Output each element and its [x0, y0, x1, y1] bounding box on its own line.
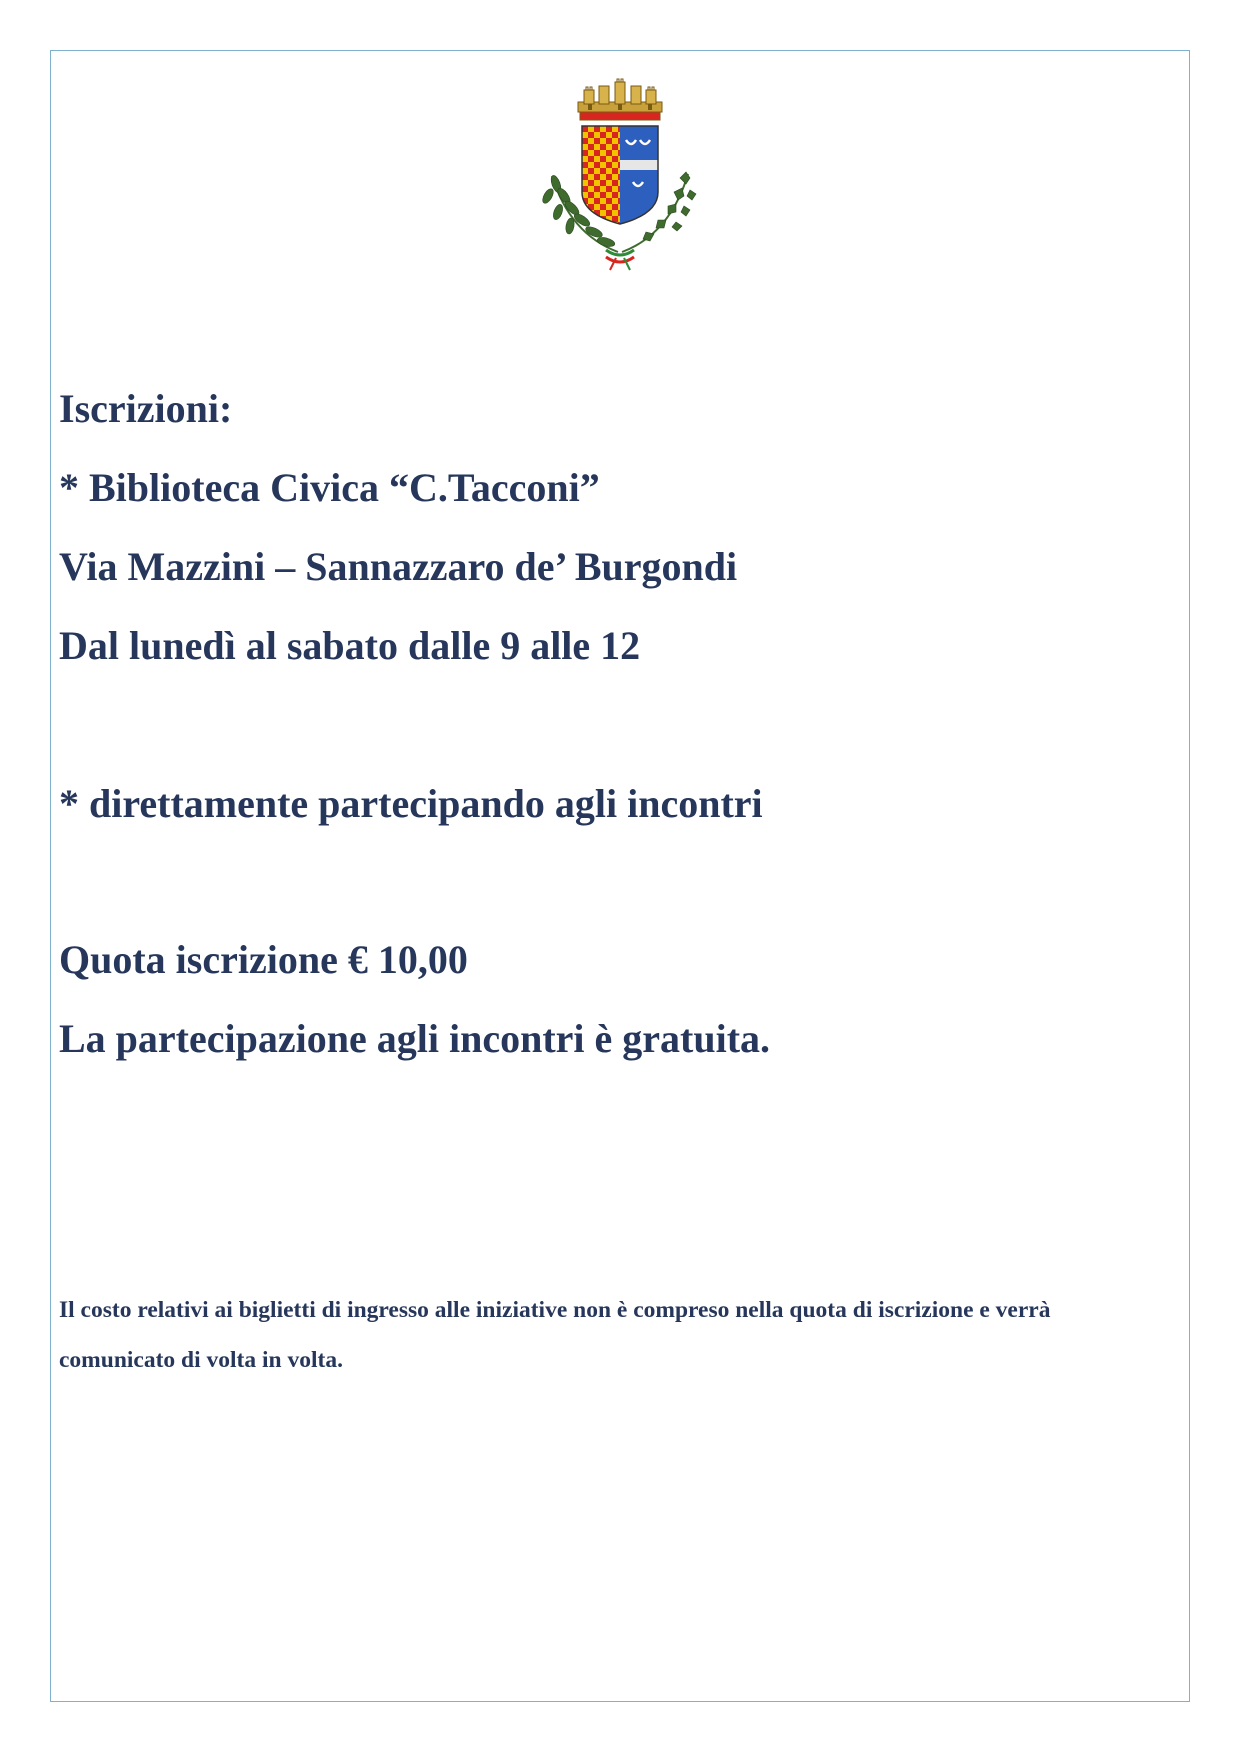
- fee-line: Quota iscrizione € 10,00: [59, 937, 468, 982]
- page-frame: [50, 50, 1190, 1702]
- address-line: Via Mazzini – Sannazzaro de’ Burgondi: [59, 544, 738, 589]
- shield-icon: [582, 126, 658, 226]
- hours-line: Dal lunedì al sabato dalle 9 alle 12: [59, 623, 641, 668]
- library-line: * Biblioteca Civica “C.Tacconi”: [59, 465, 600, 510]
- heading-iscrizioni: Iscrizioni:: [59, 386, 233, 431]
- free-participation-line: La partecipazione agli incontri è gratuita.: [59, 1016, 771, 1061]
- ribbon-icon: [606, 250, 634, 270]
- cost-note: Il costo relativi ai biglietti di ingresso alle iniziative non è compreso nella quota di iscrizione e verrà comunicato di volta in volta.: [59, 1297, 1051, 1373]
- direct-participation-line: * direttamente partecipando agli incontri: [59, 781, 763, 826]
- coat-of-arms-icon: [540, 74, 700, 274]
- crown-icon: [578, 79, 662, 120]
